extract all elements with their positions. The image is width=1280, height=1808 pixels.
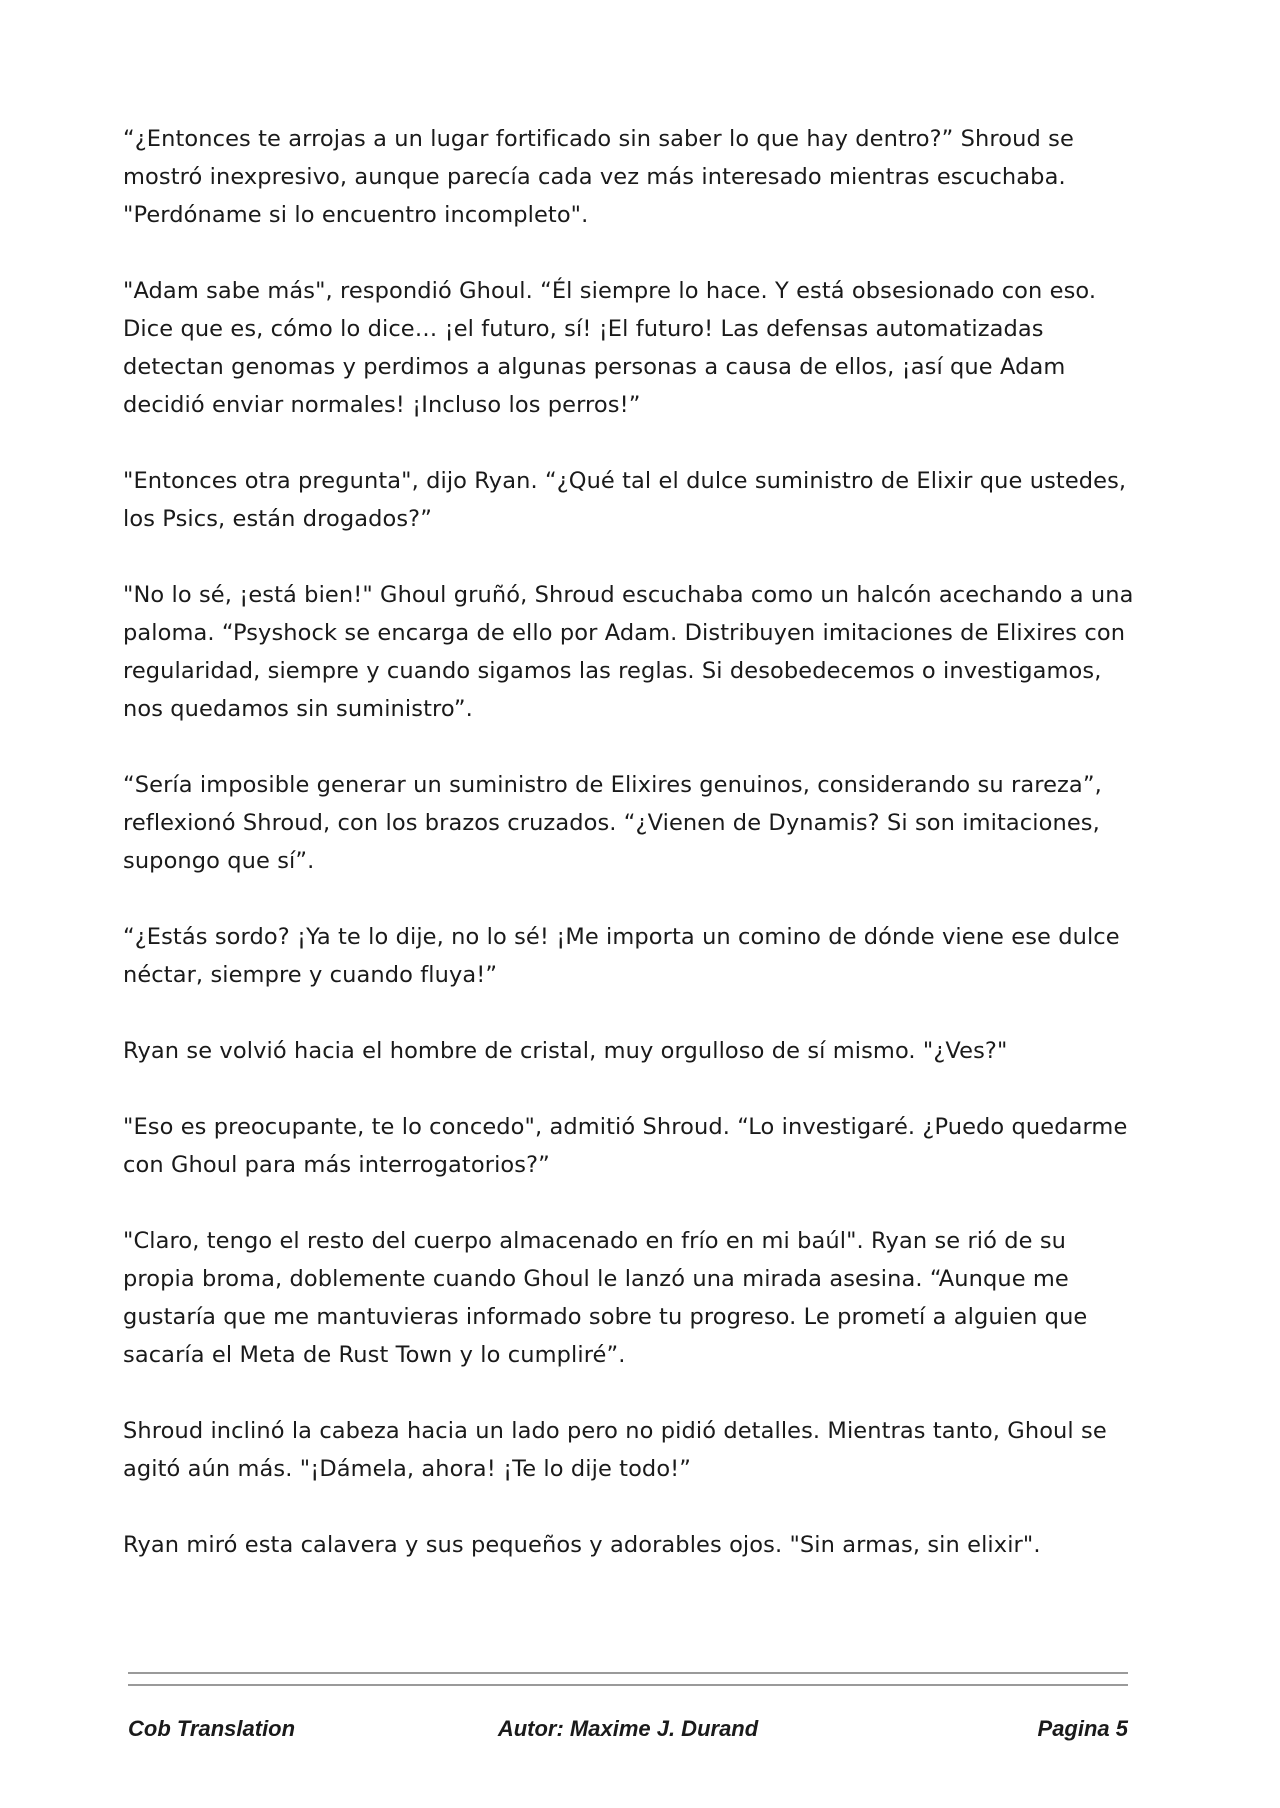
footer-author: Autor: Maxime J. Durand xyxy=(497,1716,759,1741)
paragraph: Shroud inclinó la cabeza hacia un lado pero no pidió detalles. Mientras tanto, Ghoul se agitó aún más. "¡Dámela, ahora! ¡Te lo dije todo!” xyxy=(123,1418,1107,1482)
paragraph: Ryan se volvió hacia el hombre de cristal, muy orgulloso de sí mismo. "¿Ves?" xyxy=(123,1038,1008,1064)
paragraph: "Adam sabe más", respondió Ghoul. “Él siempre lo hace. Y está obsesionado con eso. Dice que es, cómo lo dice… ¡el futuro, sí! ¡El futuro! Las defensas automatizadas detectan genomas y perdimos a algunas personas a causa de ellos, ¡así que Adam decidió enviar normales! ¡Incluso los perros!” xyxy=(123,278,1097,418)
page-footer xyxy=(128,1716,1128,1746)
footer-page-number: Pagina 5 xyxy=(1037,1716,1128,1741)
paragraph: “¿Estás sordo? ¡Ya te lo dije, no lo sé! ¡Me importa un comino de dónde viene ese dulce néctar, siempre y cuando fluya!” xyxy=(123,924,1120,988)
paragraph: “Sería imposible generar un suministro de Elixires genuinos, considerando su rareza”, reflexionó Shroud, con los brazos cruzados. “¿Vienen de Dynamis? Si son imitaciones, supongo que sí”. xyxy=(123,772,1102,874)
paragraph: "Entonces otra pregunta", dijo Ryan. “¿Qué tal el dulce suministro de Elixir que ustedes, los Psics, están drogados?” xyxy=(123,468,1127,532)
footer-divider-top xyxy=(128,1672,1128,1674)
paragraph: “¿Entonces te arrojas a un lugar fortificado sin saber lo que hay dentro?” Shroud se mostró inexpresivo, aunque parecía cada vez más interesado mientras escuchaba. "Perdóname si lo encuentro incompleto". xyxy=(123,126,1074,228)
paragraph: "Claro, tengo el resto del cuerpo almacenado en frío en mi baúl". Ryan se rió de su propia broma, doblemente cuando Ghoul le lanzó una mirada asesina. “Aunque me gustaría que me mantuvieras informado sobre tu progreso. Le prometí a alguien que sacaría el Meta de Rust Town y lo cumpliré”. xyxy=(123,1228,1088,1368)
footer-divider-bottom xyxy=(128,1684,1128,1686)
paragraph: "No lo sé, ¡está bien!" Ghoul gruñó, Shroud escuchaba como un halcón acechando a una paloma. “Psyshock se encarga de ello por Adam. Distribuyen imitaciones de Elixires con regularidad, siempre y cuando sigamos las reglas. Si desobedecemos o investigamos, nos quedamos sin suministro”. xyxy=(123,582,1134,722)
footer-translator: Cob Translation xyxy=(128,1716,296,1741)
body-text xyxy=(123,120,1143,1602)
paragraph: Ryan miró esta calavera y sus pequeños y adorables ojos. "Sin armas, sin elixir". xyxy=(123,1532,1041,1558)
paragraph: "Eso es preocupante, te lo concedo", admitió Shroud. “Lo investigaré. ¿Puedo quedarme con Ghoul para más interrogatorios?” xyxy=(123,1114,1128,1178)
